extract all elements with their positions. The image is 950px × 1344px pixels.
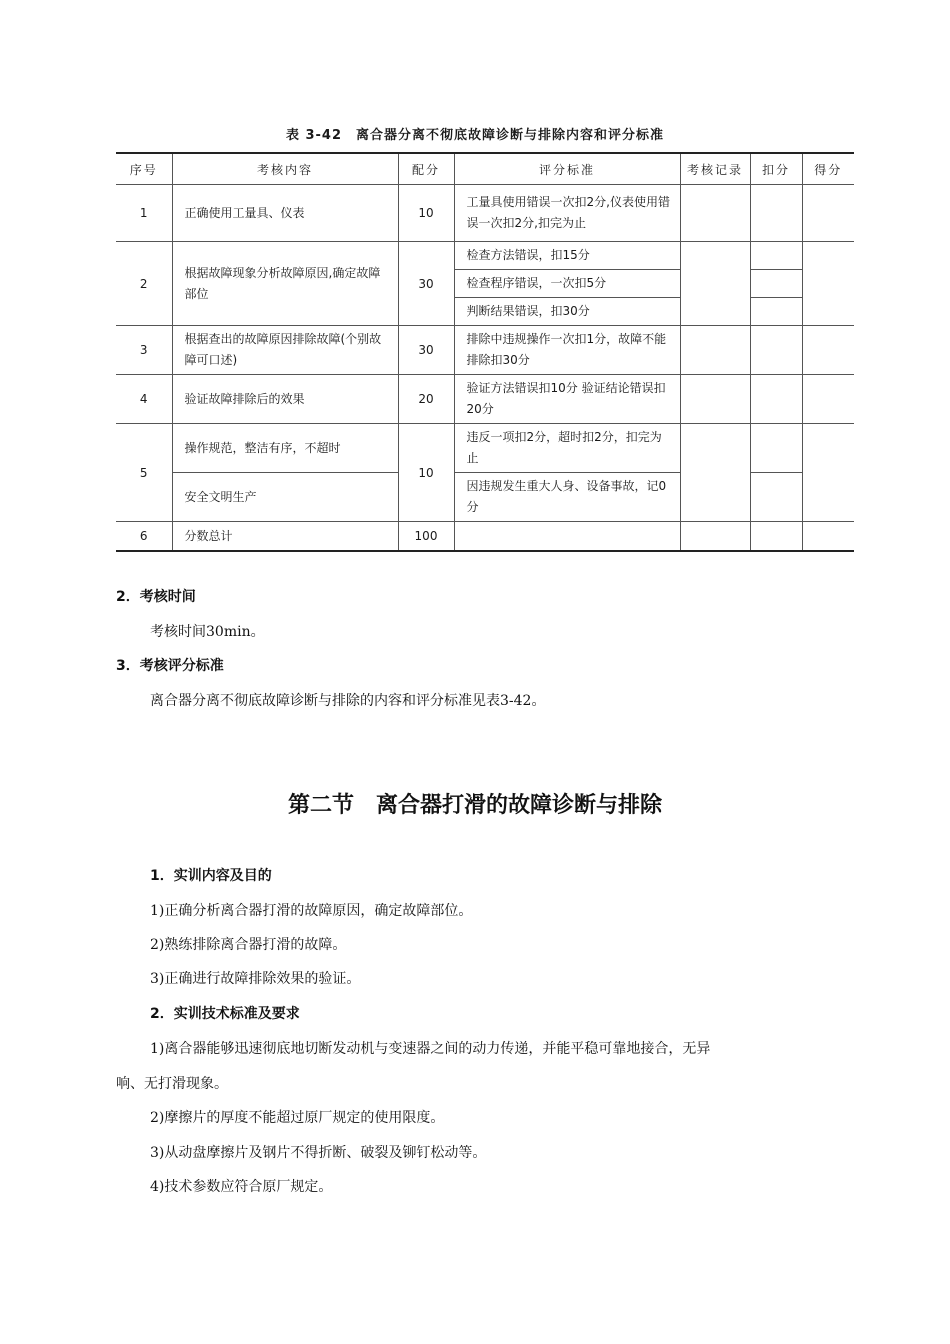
header-record: 考核记录 xyxy=(680,153,750,185)
cell-no: 3 xyxy=(116,326,172,375)
cell-content: 分数总计 xyxy=(172,522,398,552)
list-item: 1)正确分析离合器打滑的故障原因，确定故障部位。 xyxy=(150,903,473,919)
scoring-text: 离合器分离不彻底故障诊断与排除的内容和评分标准见表3-42。 xyxy=(150,693,546,709)
cell-record xyxy=(680,185,750,242)
cell-standard: 验证方法错误扣10分 验证结论错误扣20分 xyxy=(454,375,680,424)
list-item: 2)摩擦片的厚度不能超过原厂规定的使用限度。 xyxy=(150,1110,445,1126)
cell-content: 根据查出的故障原因排除故障(个别故障可口述) xyxy=(172,326,398,375)
cell-deduct xyxy=(750,375,802,424)
cell-deduct xyxy=(750,473,802,522)
scoring-table xyxy=(116,152,854,552)
cell-no: 5 xyxy=(116,424,172,522)
table-row xyxy=(116,185,854,242)
table-header-row xyxy=(116,153,854,185)
cell-content: 验证故障排除后的效果 xyxy=(172,375,398,424)
cell-standard: 排除中违规操作一次扣1分，故障不能排除扣30分 xyxy=(454,326,680,375)
cell-standard: 因违规发生重大人身、设备事故，记0分 xyxy=(454,473,680,522)
cell-deduct xyxy=(750,326,802,375)
section-heading-exam-time: 2．考核时间 xyxy=(116,589,196,605)
list-item: 2)熟练排除离合器打滑的故障。 xyxy=(150,937,347,953)
table-caption: 表 3-42 离合器分离不彻底故障诊断与排除内容和评分标准 xyxy=(285,128,665,143)
cell-got xyxy=(802,326,854,375)
cell-no: 4 xyxy=(116,375,172,424)
header-got: 得分 xyxy=(802,153,854,185)
header-content: 考核内容 xyxy=(172,153,398,185)
cell-got xyxy=(802,424,854,522)
cell-got xyxy=(802,375,854,424)
cell-standard: 检查方法错误，扣15分 xyxy=(454,242,680,270)
cell-content: 根据故障现象分析故障原因,确定故障部位 xyxy=(172,242,398,326)
section-heading-training: 1．实训内容及目的 xyxy=(150,868,272,884)
cell-record xyxy=(680,522,750,552)
section-heading-standards: 2．实训技术标准及要求 xyxy=(150,1006,300,1022)
cell-deduct xyxy=(750,242,802,270)
table-row xyxy=(116,326,854,375)
list-item: 3)从动盘摩擦片及钢片不得折断、破裂及铆钉松动等。 xyxy=(150,1145,487,1161)
list-item: 1)离合器能够迅速彻底地切断发动机与变速器之间的动力传递，并能平稳可靠地接合，无异 xyxy=(150,1041,711,1057)
cell-got xyxy=(802,185,854,242)
cell-got xyxy=(802,522,854,552)
cell-deduct xyxy=(750,522,802,552)
list-item: 4)技术参数应符合原厂规定。 xyxy=(150,1179,333,1195)
table-row xyxy=(116,424,854,473)
cell-record xyxy=(680,326,750,375)
exam-time-text: 考核时间30min。 xyxy=(150,624,265,640)
header-standard: 评分标准 xyxy=(454,153,680,185)
cell-score: 30 xyxy=(398,326,454,375)
cell-standard: 检查程序错误，一次扣5分 xyxy=(454,270,680,298)
cell-score: 100 xyxy=(398,522,454,552)
cell-deduct xyxy=(750,185,802,242)
cell-standard: 工量具使用错误一次扣2分,仪表使用错误一次扣2分,扣完为止 xyxy=(454,185,680,242)
table-row xyxy=(116,522,854,552)
cell-score: 10 xyxy=(398,424,454,522)
cell-no: 2 xyxy=(116,242,172,326)
cell-score: 30 xyxy=(398,242,454,326)
list-item-continuation: 响、无打滑现象。 xyxy=(116,1076,228,1092)
list-item: 3)正确进行故障排除效果的验证。 xyxy=(150,971,361,987)
cell-deduct xyxy=(750,424,802,473)
header-score: 配分 xyxy=(398,153,454,185)
cell-got xyxy=(802,242,854,326)
cell-standard xyxy=(454,522,680,552)
cell-standard: 违反一项扣2分，超时扣2分，扣完为止 xyxy=(454,424,680,473)
cell-deduct xyxy=(750,298,802,326)
table-row xyxy=(116,242,854,270)
cell-record xyxy=(680,424,750,522)
cell-score: 20 xyxy=(398,375,454,424)
cell-standard: 判断结果错误，扣30分 xyxy=(454,298,680,326)
cell-content: 正确使用工量具、仪表 xyxy=(172,185,398,242)
header-deduct: 扣分 xyxy=(750,153,802,185)
cell-content: 安全文明生产 xyxy=(172,473,398,522)
cell-deduct xyxy=(750,270,802,298)
header-no: 序号 xyxy=(116,153,172,185)
cell-no: 1 xyxy=(116,185,172,242)
cell-record xyxy=(680,375,750,424)
table-row xyxy=(116,375,854,424)
chapter-title: 第二节 离合器打滑的故障诊断与排除 xyxy=(287,793,662,818)
cell-content: 操作规范，整洁有序，不超时 xyxy=(172,424,398,473)
cell-record xyxy=(680,242,750,326)
section-heading-scoring: 3．考核评分标准 xyxy=(116,658,224,674)
cell-no: 6 xyxy=(116,522,172,552)
cell-score: 10 xyxy=(398,185,454,242)
